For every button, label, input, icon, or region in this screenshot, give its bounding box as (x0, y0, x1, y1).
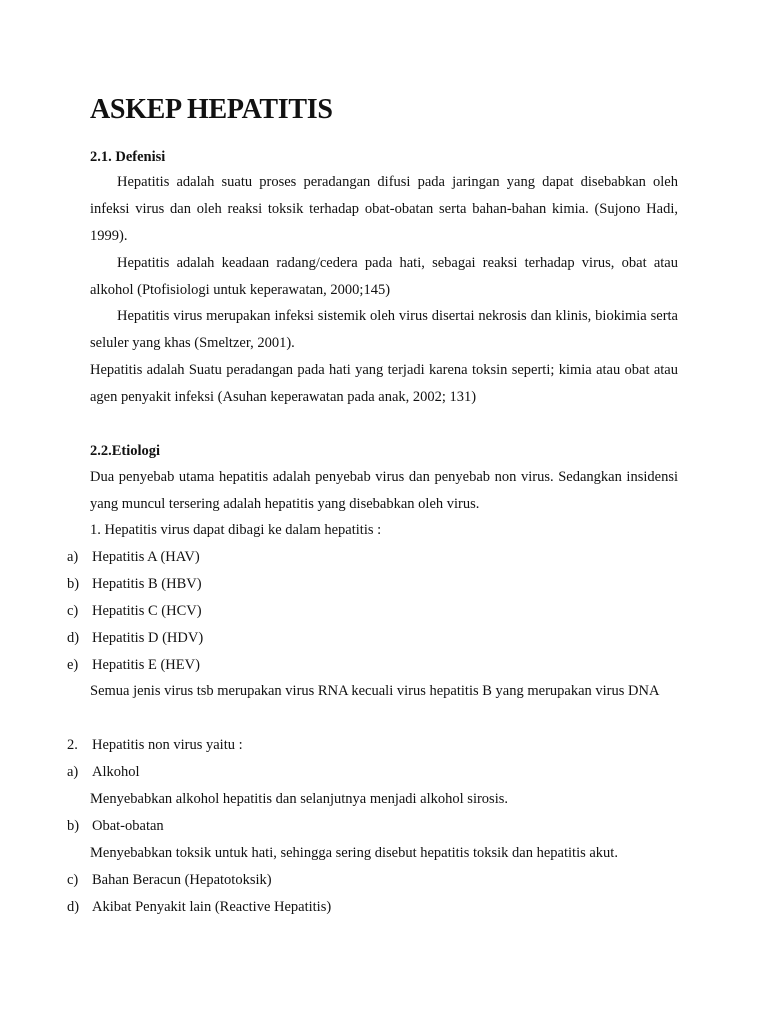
section-heading-defenisi: 2.1. Defenisi (90, 149, 166, 165)
list-marker: b) (67, 576, 80, 592)
list-item-text: Hepatitis C (HCV) (92, 603, 202, 619)
paragraph-definition-4: Hepatitis adalah Suatu peradangan pada hati yang terjadi karena toksin seperti; kimia atau obat atau agen penyakit infeksi (Asuhan keperawatan pada anak, 2002; 131) (90, 362, 678, 405)
paragraph-definition-3: Hepatitis virus merupakan infeksi sistemik oleh virus disertai nekrosis dan klinis, biokimia serta seluler yang khas (Smeltzer, 2001). (90, 308, 678, 351)
paragraph-etiology-intro: Dua penyebab utama hepatitis adalah penyebab virus dan penyebab non virus. Sedangkan insidensi yang muncul tersering adalah hepatitis yang disebabkan oleh virus. (90, 469, 678, 512)
list-item-text: Akibat Penyakit lain (Reactive Hepatitis) (92, 899, 332, 915)
list-marker: 2. (67, 737, 78, 753)
document-title: ASKEP HEPATITIS (90, 94, 333, 125)
list-item-text: Alkohol (92, 764, 140, 780)
list-item-text: Hepatitis B (HBV) (92, 576, 202, 592)
list-marker: d) (67, 630, 80, 646)
paragraph-rna-note: Semua jenis virus tsb merupakan virus RNA kecuali virus hepatitis B yang merupakan virus DNA (90, 683, 660, 699)
list-marker: a) (67, 764, 79, 780)
paragraph-definition-1: Hepatitis adalah suatu proses peradangan difusi pada jaringan yang dapat disebabkan oleh infeksi virus dan oleh reaksi toksik terhadap obat-obatan serta bahan-bahan kimia. (Sujono Hadi, 1999). (90, 174, 678, 244)
list-item-text: Hepatitis non virus yaitu : (92, 737, 243, 753)
list-item-text: Hepatitis A (HAV) (92, 549, 200, 565)
list-item-note: Menyebabkan toksik untuk hati, sehingga sering disebut hepatitis toksik dan hepatitis akut. (90, 845, 618, 861)
list-item-text: Hepatitis D (HDV) (92, 630, 204, 646)
list-marker: b) (67, 818, 80, 834)
list-marker: c) (67, 872, 79, 888)
list-marker: d) (67, 899, 80, 915)
paragraph-definition-2: Hepatitis adalah keadaan radang/cedera pada hati, sebagai reaksi terhadap virus, obat atau alkohol (Ptofisiologi untuk keperawatan, 2000;145) (90, 255, 678, 298)
list-item-text: Hepatitis E (HEV) (92, 657, 200, 673)
section-heading-etiologi: 2.2.Etiologi (90, 443, 161, 459)
list-marker: c) (67, 603, 79, 619)
list-item-text: Bahan Beracun (Hepatotoksik) (92, 872, 272, 888)
list-item-note: Menyebabkan alkohol hepatitis dan selanjutnya menjadi alkohol sirosis. (90, 791, 508, 807)
list-marker: a) (67, 549, 79, 565)
etiology-point-1: 1. Hepatitis virus dapat dibagi ke dalam hepatitis : (90, 522, 382, 538)
list-marker: e) (67, 657, 79, 673)
list-item-text: Obat-obatan (92, 818, 164, 834)
